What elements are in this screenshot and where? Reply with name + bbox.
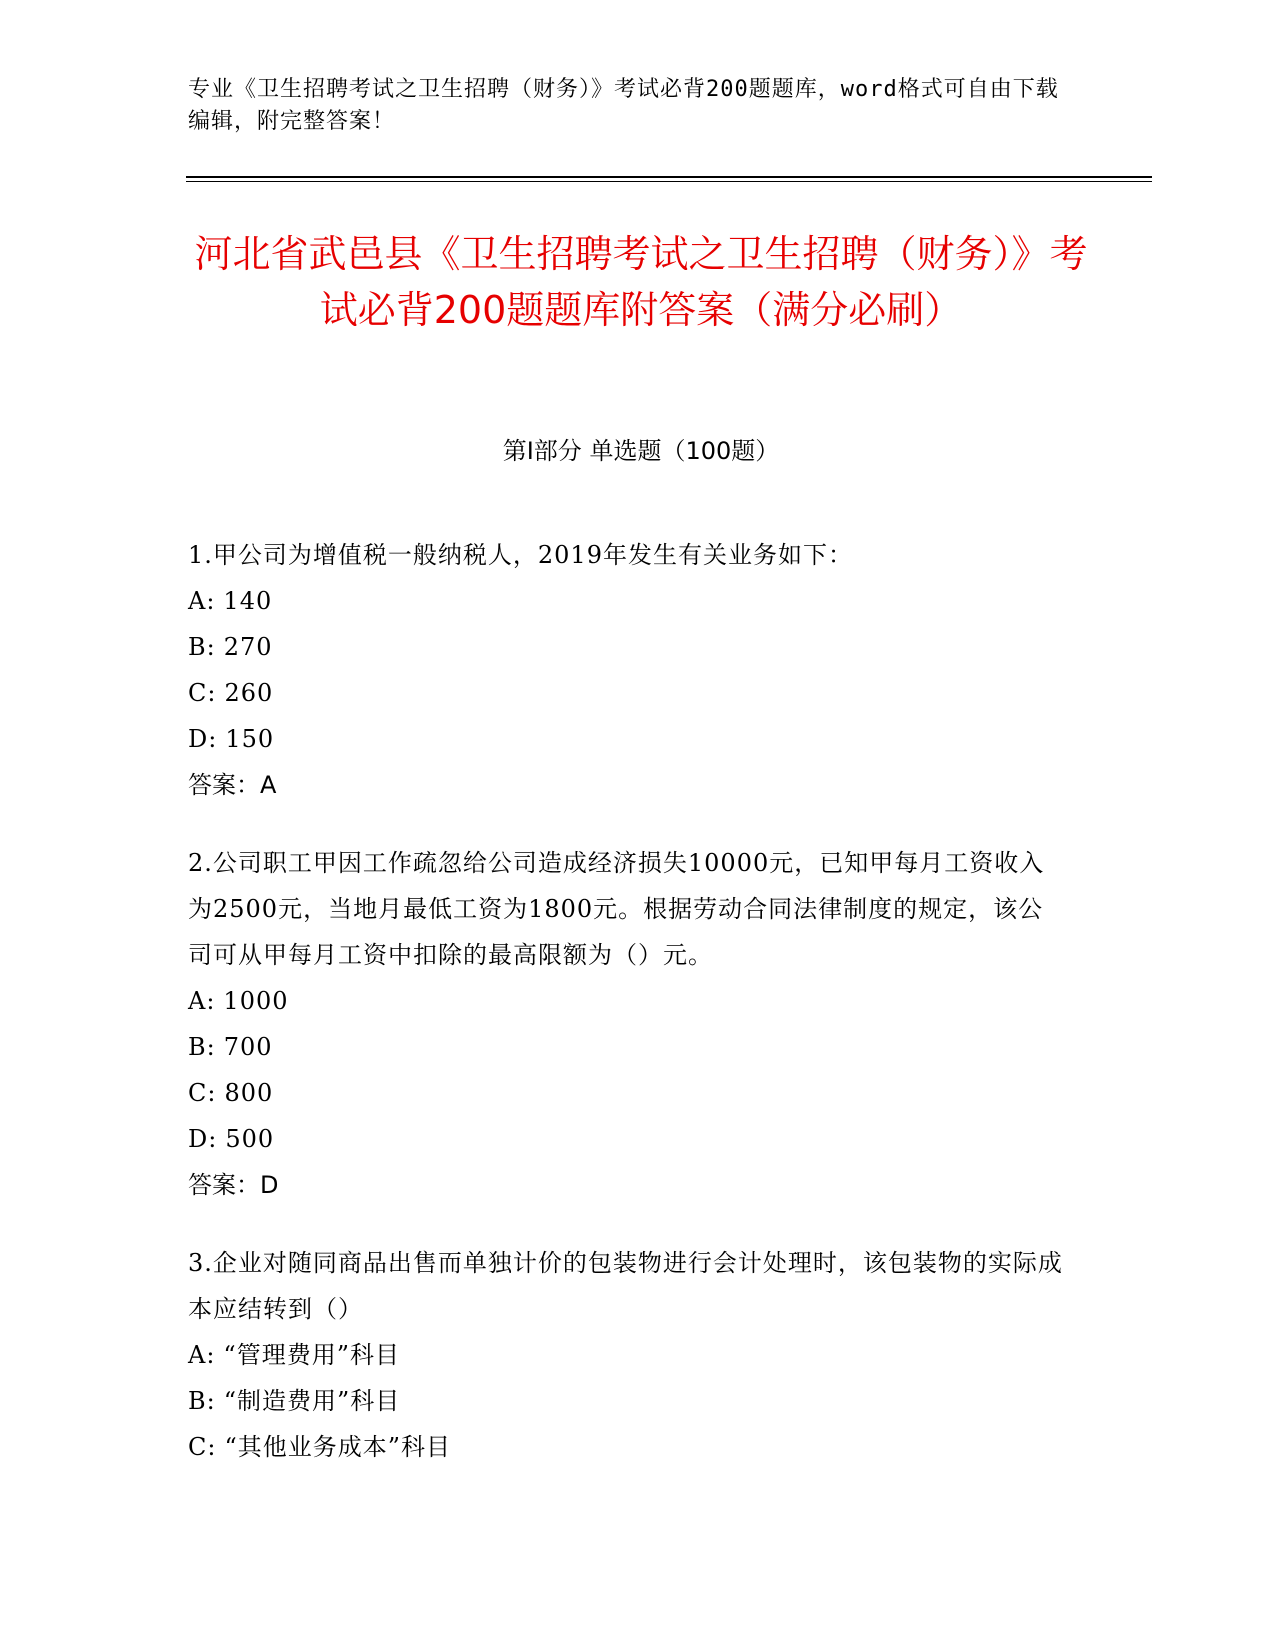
option-c	[188, 1424, 1068, 1470]
option-text: 700	[223, 1033, 273, 1061]
option-letter: A:	[188, 1341, 216, 1369]
option-letter: C:	[188, 1079, 217, 1107]
option-d	[188, 716, 1068, 762]
header-divider-thick	[186, 176, 1152, 178]
question-list	[188, 532, 1068, 1502]
question-stem: 3.企业对随同商品出售而单独计价的包装物进行会计处理时，该包装物的实际成本应结转到（）	[188, 1249, 1063, 1323]
question-stem: 2.公司职工甲因工作疏忽给公司造成经济损失10000元，已知甲每月工资收入为2500元，当地月最低工资为1800元。根据劳动合同法律制度的规定，该公司可从甲每月工资中扣除的最高限额为（）元。	[188, 849, 1045, 969]
option-letter: C:	[188, 679, 217, 707]
header-divider-thin	[186, 181, 1152, 182]
option-text: 260	[224, 679, 274, 707]
option-text: “其他业务成本”科目	[224, 1433, 451, 1461]
question-2	[188, 840, 1068, 1208]
header-note: 专业《卫生招聘考试之卫生招聘（财务）》考试必背200题题库，word格式可自由下载编辑，附完整答案！	[188, 77, 1059, 134]
option-a	[188, 1332, 1068, 1378]
option-letter: B:	[188, 1387, 216, 1415]
option-b	[188, 624, 1068, 670]
option-letter: D:	[188, 1125, 218, 1153]
option-letter: B:	[188, 1033, 216, 1061]
option-letter: D:	[188, 725, 218, 753]
answer-line: 答案：A	[188, 771, 277, 799]
option-text: “管理费用”科目	[223, 1341, 400, 1369]
option-c	[188, 1070, 1068, 1116]
option-letter: A:	[188, 987, 216, 1015]
option-text: 140	[223, 587, 273, 615]
option-b	[188, 1378, 1068, 1424]
option-text: 270	[223, 633, 273, 661]
answer-line: 答案：D	[188, 1171, 279, 1199]
option-text: 800	[224, 1079, 274, 1107]
option-text: “制造费用”科目	[223, 1387, 401, 1415]
option-b	[188, 1024, 1068, 1070]
option-c	[188, 670, 1068, 716]
option-text: 1000	[223, 987, 289, 1015]
option-text: 150	[225, 725, 275, 753]
option-letter: C:	[188, 1433, 217, 1461]
question-3	[188, 1240, 1068, 1470]
option-d	[188, 1116, 1068, 1162]
question-stem: 1.甲公司为增值税一般纳税人，2019年发生有关业务如下：	[188, 541, 853, 569]
document-title: 河北省武邑县《卫生招聘考试之卫生招聘（财务）》考试必背200题题库附答案（满分必刷）	[194, 232, 1088, 332]
option-letter: B:	[188, 633, 216, 661]
section-heading: 第I部分 单选题（100题）	[502, 437, 780, 465]
option-letter: A:	[188, 587, 216, 615]
option-a	[188, 578, 1068, 624]
question-1	[188, 532, 1068, 808]
option-text: 500	[225, 1125, 275, 1153]
option-a	[188, 978, 1068, 1024]
